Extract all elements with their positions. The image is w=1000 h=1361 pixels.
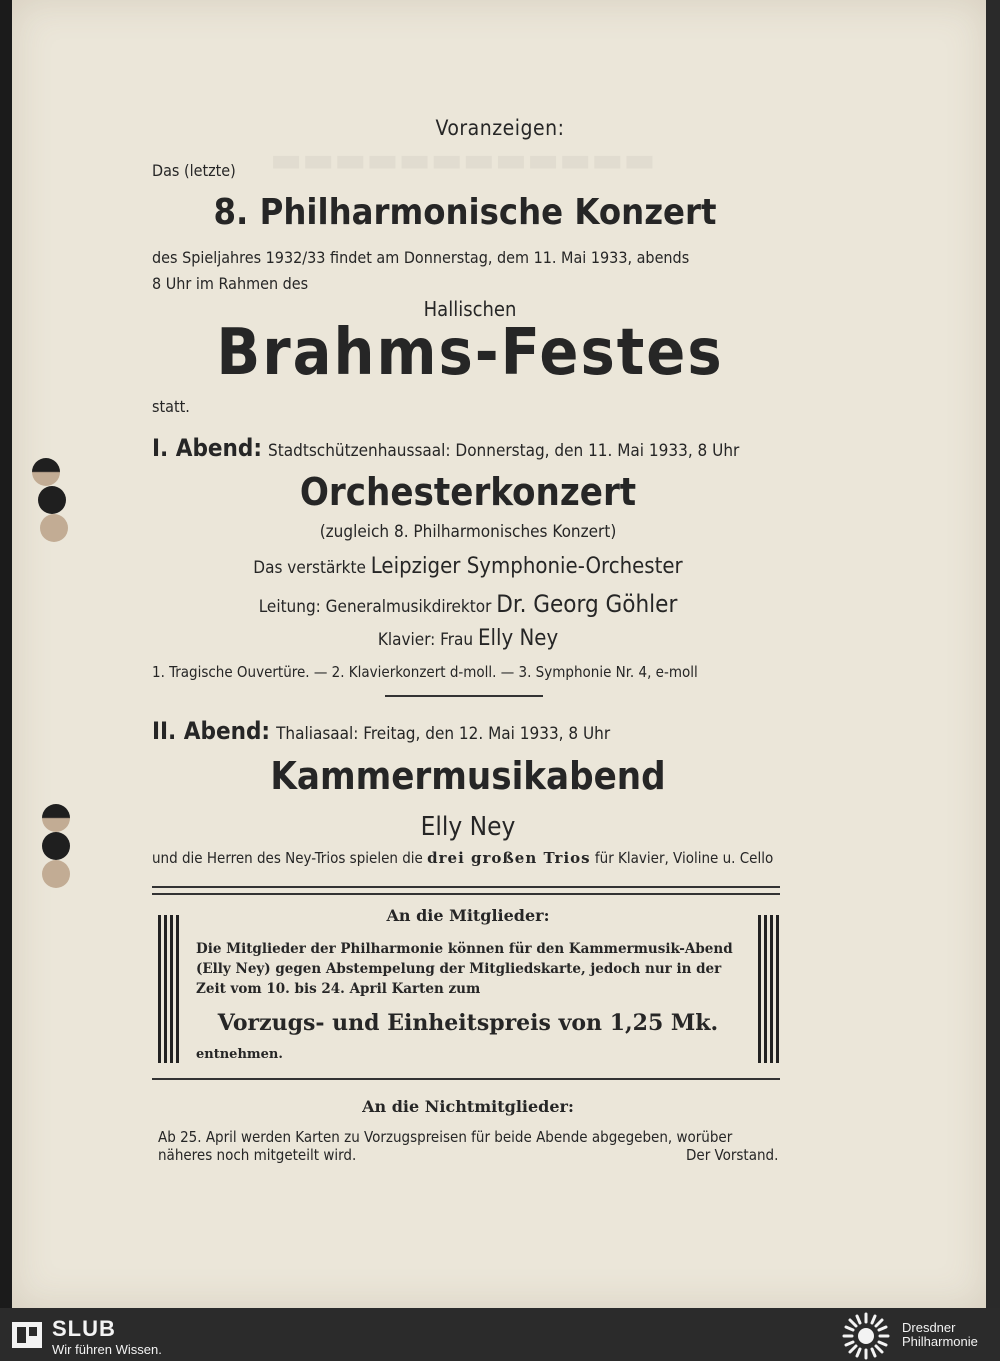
section-divider: [385, 695, 543, 697]
trio-bold: drei großen Trios: [427, 849, 591, 867]
mitglieder-line-3: Zeit vom 10. bis 24. April Karten zum: [196, 981, 481, 997]
abend1-label: I. Abend:: [152, 434, 263, 462]
double-rule-top: [152, 886, 780, 888]
abend1-line: [152, 434, 739, 462]
orchestra-name: Leipziger Symphonie-Orchester: [370, 554, 683, 579]
intro-line-2: 8 Uhr im Rahmen des: [152, 274, 309, 293]
abend2-details: Thaliasaal: Freitag, den 12. Mai 1933, 8 Uhr: [276, 724, 611, 744]
nichtmitglieder-line-1: Ab 25. April werden Karten zu Vorzugspreisen für beide Abende abgegeben, worüber: [158, 1128, 733, 1146]
piano-prefix: Klavier: Frau: [377, 630, 474, 650]
statt-text: statt.: [152, 397, 190, 416]
partner-line-2: Philharmonie: [902, 1334, 978, 1349]
piano-line: [0, 626, 936, 651]
conductor-prefix: Leitung: Generalmusikdirektor: [258, 597, 492, 617]
philharmonie-sunburst-icon[interactable]: [842, 1312, 890, 1360]
conductor-line: [0, 590, 936, 618]
abend2-line: [152, 717, 610, 745]
nichtmitglieder-heading: An die Nichtmitglieder:: [362, 1097, 574, 1116]
double-rule-top: [152, 893, 780, 895]
voranzeigen-heading: Voranzeigen:: [435, 116, 565, 140]
library-name[interactable]: SLUB: [52, 1316, 116, 1341]
orchesterkonzert-subtitle: (zugleich 8. Philharmonisches Konzert): [319, 522, 617, 542]
abend1-details: Stadtschützenhaussaal: Donnerstag, den 11. Mai 1933, 8 Uhr: [268, 441, 740, 461]
performer-name: Elly Ney: [420, 812, 516, 842]
decorative-bars-right: [758, 915, 780, 1063]
trio-line: [152, 849, 773, 867]
entnehmen-text: entnehmen.: [196, 1047, 283, 1062]
kammermusikabend-title: Kammermusikabend: [270, 754, 666, 798]
footer-bar: [0, 1308, 1000, 1361]
decorative-bars-left: [158, 915, 180, 1063]
orchestra-line: [0, 554, 936, 579]
trio-pre: und die Herren des Ney-Trios spielen die: [152, 849, 423, 867]
mitglieder-line-2: (Elly Ney) gegen Abstempelung der Mitgliedskarte, jedoch nur in der: [196, 961, 722, 977]
konzert-title: 8. Philharmonische Konzert: [213, 192, 717, 233]
piano-name: Elly Ney: [477, 626, 559, 651]
show-through-text: ▬▬▬▬▬▬▬▬▬▬▬▬: [270, 140, 656, 180]
library-tagline: Wir führen Wissen.: [52, 1342, 162, 1357]
conductor-name: Dr. Georg Göhler: [496, 590, 678, 618]
rule-bottom: [152, 1078, 780, 1080]
orchestra-prefix: Das verstärkte: [253, 558, 366, 578]
mitglieder-heading: An die Mitglieder:: [386, 906, 550, 925]
slub-logo-icon[interactable]: [10, 1318, 44, 1352]
hallischen-text: Hallischen: [423, 297, 517, 321]
partner-name[interactable]: [902, 1321, 978, 1349]
trio-post: für Klavier, Violine u. Cello: [594, 849, 774, 867]
partner-line-1: Dresdner: [902, 1320, 956, 1335]
das-letzte-text: Das (letzte): [152, 161, 236, 180]
signature: Der Vorstand.: [686, 1146, 779, 1164]
abend2-label: II. Abend:: [152, 717, 271, 745]
program-list: 1. Tragische Ouvertüre. — 2. Klavierkonzert d-moll. — 3. Symphonie Nr. 4, e-moll: [152, 663, 698, 681]
mitglieder-line-1: Die Mitglieder der Philharmonie können für den Kammermusik-Abend: [196, 941, 733, 957]
orchesterkonzert-title: Orchesterkonzert: [299, 470, 637, 514]
nichtmitglieder-line-2: näheres noch mitgeteilt wird.: [158, 1146, 357, 1164]
price-line: Vorzugs- und Einheitspreis von 1,25 Mk.: [217, 1010, 719, 1036]
intro-line-1: des Spieljahres 1932/33 findet am Donnerstag, dem 11. Mai 1933, abends: [152, 248, 690, 267]
brahms-festes-title: Brahms-Festes: [216, 316, 724, 390]
